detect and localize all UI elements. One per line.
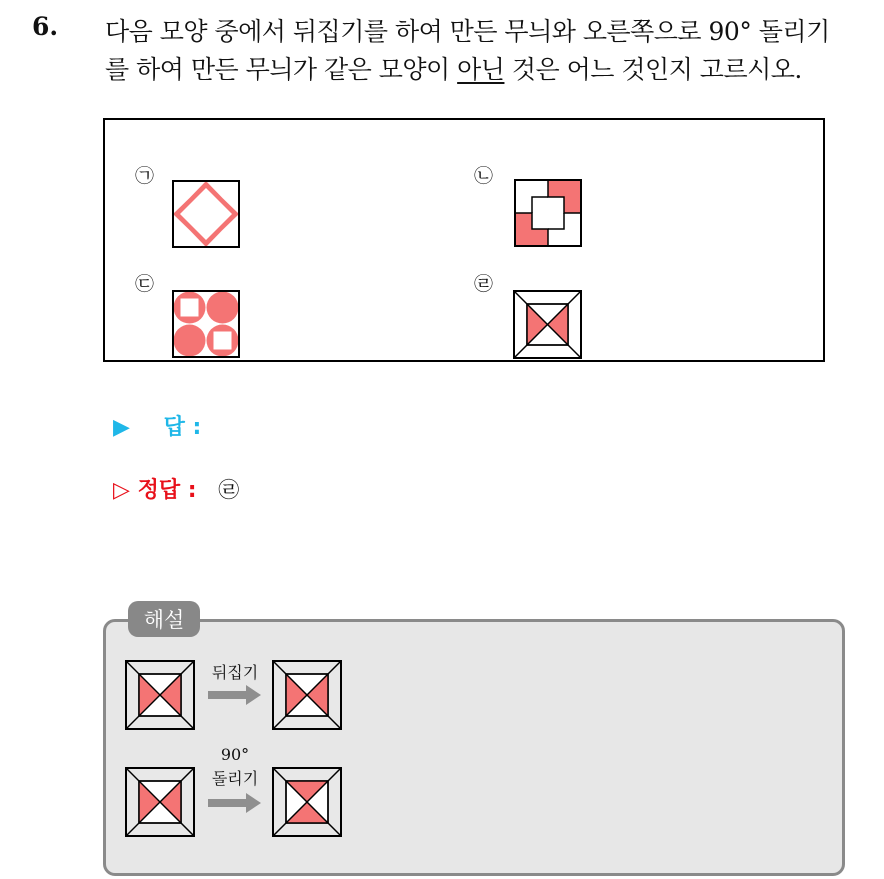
correct-answer-label: 정답 :	[137, 478, 197, 503]
answer-marker-icon: ▶	[113, 415, 130, 440]
correct-answer-row	[113, 473, 239, 504]
choice-label-1: ㉠	[135, 165, 155, 187]
rotated-bowtie-icon	[272, 767, 342, 837]
circles-and-squares-icon	[172, 290, 240, 358]
correct-answer-value: ㉣	[218, 478, 240, 502]
question-text-line1: 다음 모양 중에서 뒤집기를 하여 만든 무늬와 오른쪽으로 90° 돌리기	[105, 17, 830, 46]
arrow-right-icon-2	[208, 791, 262, 815]
bowtie-frame-icon	[513, 290, 582, 359]
arrow-right-icon	[208, 683, 262, 707]
correct-answer-marker-icon: ▷	[113, 478, 130, 503]
question-text-post: 것은 어느 것인지 고르시오.	[504, 55, 802, 84]
flip-label: 뒤집기	[211, 663, 259, 682]
rotate-label: 돌리기	[211, 769, 259, 788]
rotate-degree-label: 90°	[220, 745, 250, 764]
choice-label-3: ㉢	[135, 273, 155, 295]
question-text-pre: 를 하여 만든 무늬가 같은 모양이	[105, 55, 458, 84]
question-text-line2	[105, 50, 802, 86]
choice-label-2: ㉡	[474, 165, 494, 187]
original-bowtie-icon	[125, 660, 195, 730]
flipped-bowtie-icon	[272, 660, 342, 730]
explanation-tag: 해설	[128, 601, 200, 637]
staircase-icon	[514, 179, 582, 247]
original-bowtie-icon-2	[125, 767, 195, 837]
question-number: 6.	[32, 12, 59, 41]
diamond-cutout-icon	[172, 180, 240, 248]
answer-row	[113, 410, 201, 441]
answer-label: 답 :	[163, 415, 202, 440]
choice-label-4: ㉣	[474, 273, 494, 295]
question-underlined-word: 아닌	[457, 55, 505, 84]
